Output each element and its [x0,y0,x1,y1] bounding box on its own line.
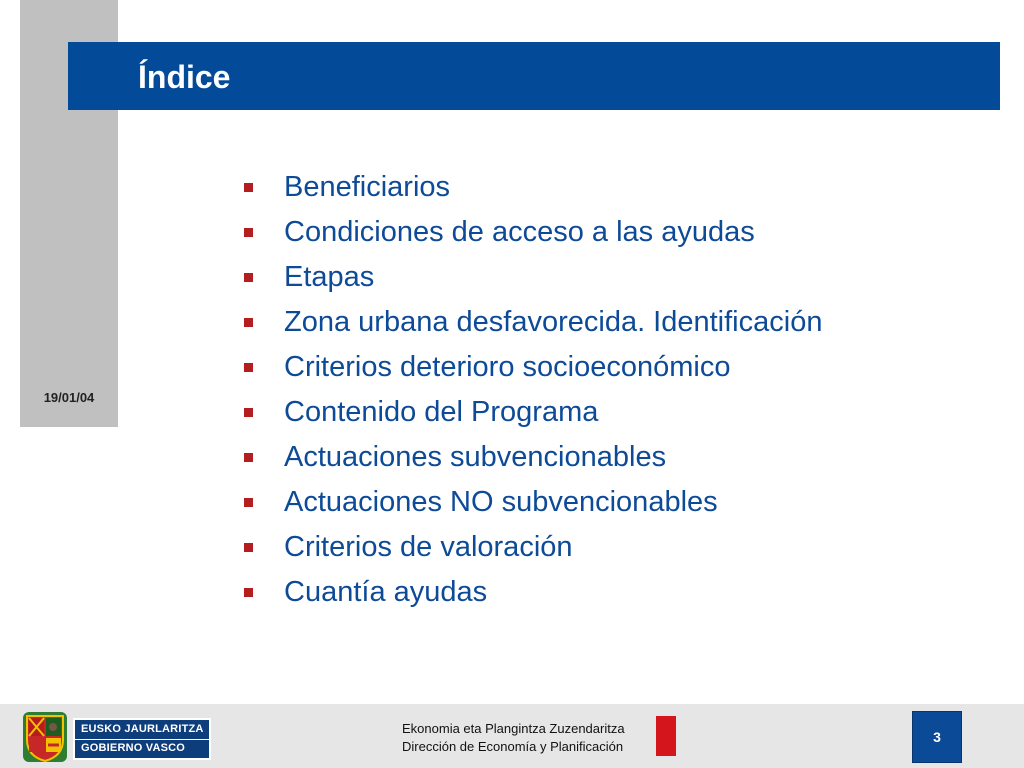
square-bullet-icon [244,543,253,552]
list-item-label: Actuaciones NO subvencionables [284,486,718,518]
list-item-label: Criterios de valoración [284,531,573,563]
list-item [244,390,822,435]
title-bar [68,42,1000,110]
slide-title: Índice [138,59,231,95]
list-item-label: Actuaciones subvencionables [284,441,667,473]
government-logo [21,710,211,764]
index-list [244,165,822,615]
logo-divider [75,739,209,740]
list-item [244,210,822,255]
slide-date: 19/01/04 [43,390,95,405]
department-spanish: Dirección de Economía y Planificación [402,739,624,754]
list-item [244,525,822,570]
square-bullet-icon [244,273,253,282]
logo-wordmark [73,718,211,760]
list-item-label: Criterios deterioro socioeconómico [284,351,731,383]
logo-line-es: GOBIERNO VASCO [81,742,186,754]
square-bullet-icon [244,228,253,237]
square-bullet-icon [244,453,253,462]
square-bullet-icon [244,408,253,417]
list-item [244,345,822,390]
list-item-label: Zona urbana desfavorecida. Identificación [284,306,823,338]
list-item [244,255,822,300]
red-accent-bar [656,716,676,756]
list-item-label: Condiciones de acceso a las ayudas [284,216,755,248]
footer [0,704,1024,768]
list-item-label: Contenido del Programa [284,396,599,428]
square-bullet-icon [244,498,253,507]
square-bullet-icon [244,363,253,372]
list-item [244,165,822,210]
square-bullet-icon [244,318,253,327]
list-item [244,435,822,480]
square-bullet-icon [244,183,253,192]
list-item [244,570,822,615]
department-name [402,720,625,756]
list-item [244,300,822,345]
list-item-label: Beneficiarios [284,171,451,203]
list-item [244,480,822,525]
page-number: 3 [933,729,941,745]
page-number-badge [912,711,962,763]
list-item-label: Cuantía ayudas [284,576,488,608]
basque-government-shield-icon [21,710,69,764]
logo-line-eu: EUSKO JAURLARITZA [81,723,204,735]
department-basque: Ekonomia eta Plangintza Zuzendaritza [402,721,625,736]
list-item-label: Etapas [284,261,375,293]
square-bullet-icon [244,588,253,597]
